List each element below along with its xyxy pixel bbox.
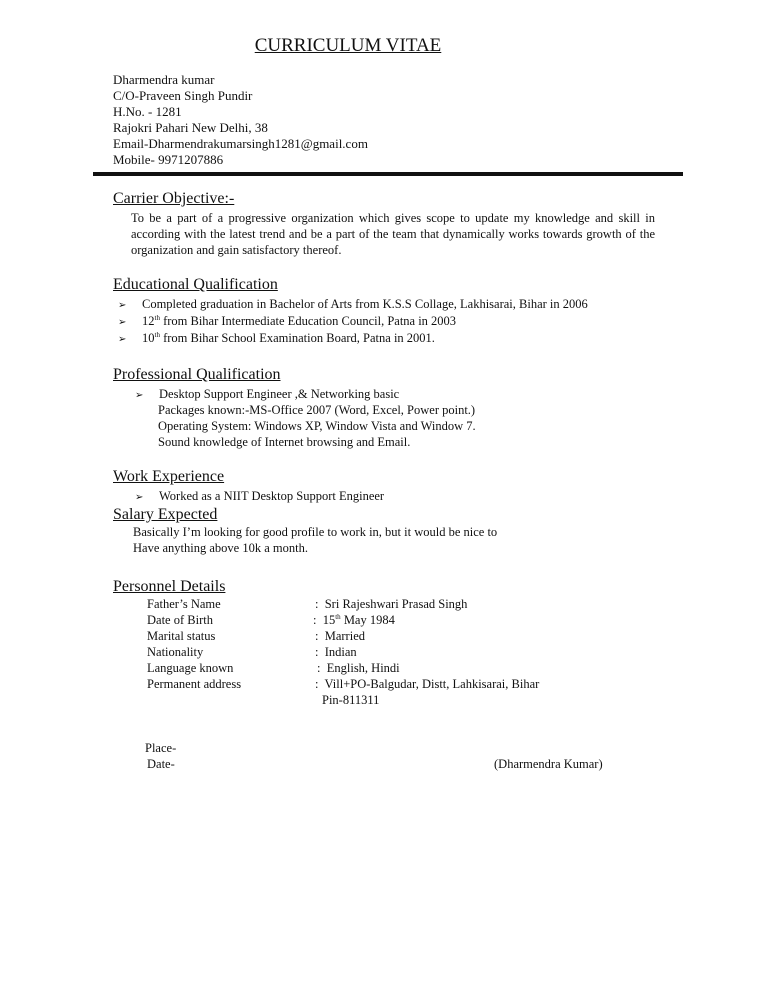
salary-line: Basically I’m looking for good profile to work in, but it would be nice to	[133, 525, 498, 539]
detail-value: : Indian	[315, 645, 357, 659]
education-heading: Educational Qualification	[113, 276, 278, 293]
professional-item: ➢ Desktop Support Engineer ,& Networking basic	[135, 386, 399, 404]
arrow-bullet-icon: ➢	[118, 300, 127, 311]
detail-value: : 15th May 1984	[313, 612, 395, 627]
signature-name: (Dharmendra Kumar)	[494, 757, 603, 771]
page-title: CURRICULUM VITAE	[254, 35, 442, 56]
detail-label: Father’s Name	[147, 597, 221, 611]
education-item: ➢ 10th from Bihar School Examination Board, Patna in 2001.	[118, 330, 435, 348]
professional-line: Operating System: Windows XP, Window Vista and Window 7.	[158, 419, 476, 433]
salary-line: Have anything above 10k a month.	[133, 541, 308, 555]
contact-area: Rajokri Pahari New Delhi, 38	[113, 120, 268, 135]
detail-label: Permanent address	[147, 677, 242, 691]
education-item: ➢ Completed graduation in Bachelor of Arts from K.S.S Collage, Lakhisarai, Bihar in 2006	[118, 296, 588, 314]
detail-value: : Sri Rajeshwari Prasad Singh	[315, 597, 468, 611]
professional-line: Sound knowledge of Internet browsing and Email.	[158, 435, 411, 449]
header-divider	[93, 172, 683, 176]
detail-label: Marital status	[147, 629, 216, 643]
date-label: Date-	[147, 757, 175, 771]
place-label: Place-	[145, 741, 177, 755]
objective-heading: Carrier Objective:-	[113, 190, 235, 207]
contact-email: Email-Dharmendrakumarsingh1281@gmail.com	[113, 136, 368, 151]
objective-text: To be a part of a progressive organization which gives scope to update my knowledge and skill in according with the latest trend and be a part of the team that dynamically works towards growth of the organization and gain satisfactory thereof.	[131, 211, 655, 257]
education-item: ➢ 12th from Bihar Intermediate Education Council, Patna in 2003	[118, 313, 456, 331]
detail-pin: Pin-811311	[322, 693, 380, 707]
arrow-bullet-icon: ➢	[118, 334, 127, 345]
professional-line: Packages known:-MS-Office 2007 (Word, Excel, Power point.)	[158, 403, 476, 417]
work-heading: Work Experience	[113, 468, 225, 485]
contact-care-of: C/O-Praveen Singh Pundir	[113, 88, 253, 103]
detail-value: : Vill+PO-Balgudar, Distt, Lahkisarai, Bihar	[315, 677, 540, 691]
detail-label: Date of Birth	[147, 613, 213, 627]
personal-heading: Personnel Details	[113, 578, 226, 595]
salary-heading: Salary Expected	[113, 506, 218, 523]
detail-label: Language known	[147, 661, 234, 675]
detail-value: : English, Hindi	[317, 661, 400, 675]
contact-name: Dharmendra kumar	[113, 72, 215, 87]
detail-label: Nationality	[147, 645, 204, 659]
contact-house-number: H.No. - 1281	[113, 104, 182, 119]
arrow-bullet-icon: ➢	[118, 317, 127, 328]
professional-heading: Professional Qualification	[113, 366, 281, 383]
arrow-bullet-icon: ➢	[135, 492, 144, 503]
detail-value: : Married	[315, 629, 365, 643]
contact-mobile: Mobile- 9971207886	[113, 152, 224, 167]
arrow-bullet-icon: ➢	[135, 390, 144, 401]
work-item: ➢ Worked as a NIIT Desktop Support Engineer	[135, 488, 384, 506]
